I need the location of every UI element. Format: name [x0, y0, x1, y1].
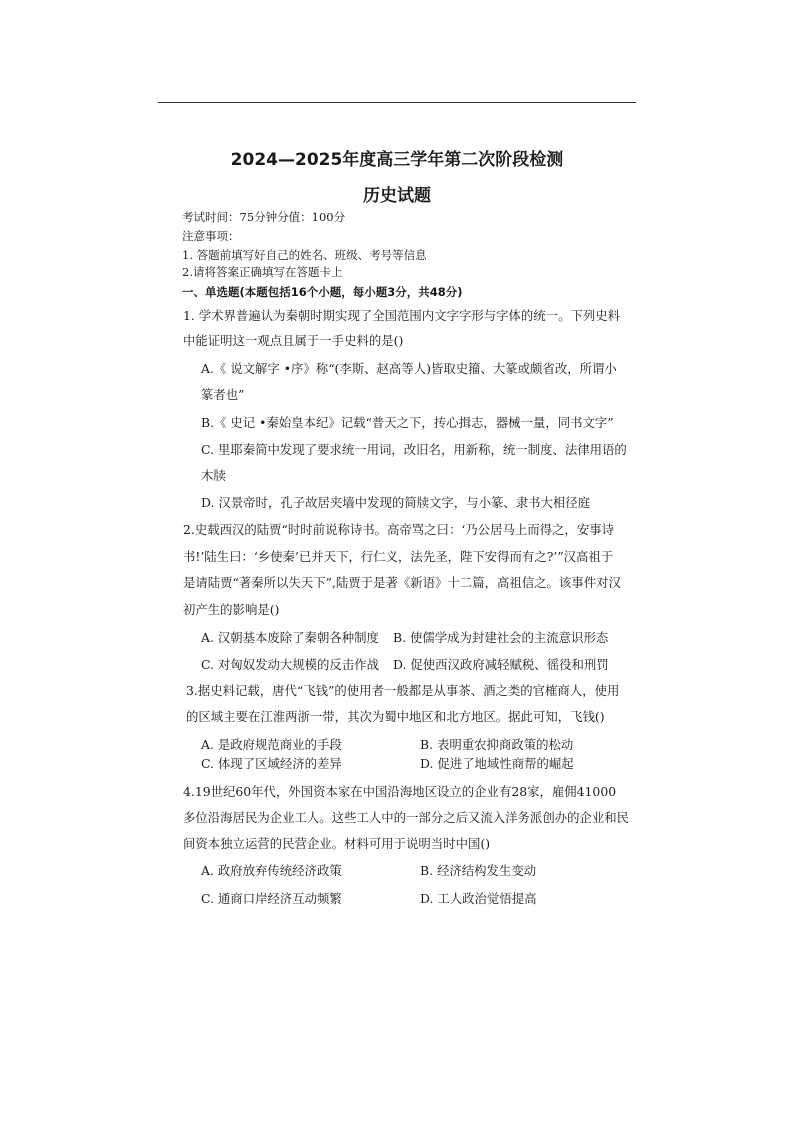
q1-option-c-cont: 木牍	[201, 468, 226, 483]
header-rule	[158, 102, 636, 103]
exam-time: 考试时间：75分钟分值：100分	[182, 210, 346, 224]
q2-option-b: B. 使儒学成为封建社会的主流意识形态	[393, 630, 609, 645]
notes-label: 注意事项：	[182, 229, 240, 243]
q2-stem-line: 2.史载西汉的陆贾“时时前说称诗书。高帝骂之曰：‘乃公居马上而得之，安事诗	[183, 522, 614, 537]
note-2: 2.请将答案正确填写在答题卡上	[182, 265, 343, 279]
exam-subtitle: 历史试题	[363, 186, 431, 206]
q1-option-a: A.《 说文解字 •序》称“(李斯、赵高等人)皆取史籀、大篆或颇省改，所谓小	[201, 361, 617, 376]
q4-option-c: C. 通商口岸经济互动频繁	[201, 891, 342, 906]
q1-option-c: C. 里耶秦简中发现了要求统一用词，改旧名，用新称，统一制度、法律用语的	[201, 442, 627, 457]
q3-option-a: A. 是政府规范商业的手段	[201, 737, 342, 752]
q2-stem-line: 书!’陆生曰：‘乡使秦’已并天下，行仁义，法先圣，陛下安得而有之?’”汉高祖于	[183, 549, 614, 564]
q4-stem-line: 间资本独立运营的民营企业。材料可用于说明当时中国()	[183, 836, 491, 851]
q2-option-c: C. 对匈奴发动大规模的反击作战	[201, 657, 379, 672]
q4-option-b: B. 经济结构发生变动	[420, 863, 537, 878]
q3-option-b: B. 表明重农抑商政策的松动	[420, 737, 574, 752]
q1-option-b: B.《 史记 •秦始皇本纪》记载“普天之下，抟心揖志，器械一量，同书文字”	[201, 415, 614, 430]
q2-option-d: D. 促使西汉政府减轻赋税、徭役和刑罚	[393, 657, 609, 672]
q4-option-a: A. 政府放弃传统经济政策	[201, 863, 342, 878]
q1-stem-line: 中能证明这一观点且属于一手史料的是()	[183, 333, 404, 348]
q3-stem-line: 的区域主要在江淮两浙一带，其次为蜀中地区和北方地区。据此可知，飞钱()	[186, 709, 605, 724]
q1-option-a-cont: 篆者也”	[201, 387, 245, 402]
exam-title: 2024—2025年度高三学年第二次阶段检测	[230, 150, 564, 170]
q2-stem-line: 初产生的影响是()	[183, 602, 280, 617]
q1-option-d: D. 汉景帝时，孔子故居夹墙中发现的简牍文字，与小篆、隶书大相径庭	[201, 495, 591, 510]
q3-option-d: D. 促进了地域性商帮的崛起	[420, 756, 574, 771]
note-1: 1. 答题前填写好自己的姓名、班级、考号等信息	[182, 248, 427, 262]
q3-option-c: C. 体现了区域经济的差异	[201, 756, 342, 771]
section-title: 一、单选题(本题包括16个小题，每小题3分，共48分)	[182, 285, 463, 299]
q3-stem-line: 3.据史料记载，唐代“飞钱”的使用者一般都是从事茶、酒之类的官榷商人，使用	[186, 683, 620, 698]
q4-stem-line: 4.19世纪60年代，外国资本家在中国沿海地区设立的企业有28家，雇佣41000	[183, 784, 617, 799]
q2-stem-line: 是请陆贾“著秦所以失天下”,陆贾于是著《新语》十二篇，高祖信之。该事件对汉	[183, 575, 621, 590]
q4-option-d: D. 工人政治觉悟提高	[420, 891, 537, 906]
q4-stem-line: 多位沿海居民为企业工人。这些工人中的一部分之后又流入洋务派创办的企业和民	[183, 810, 630, 825]
q2-option-a: A. 汉朝基本废除了秦朝各种制度	[201, 630, 379, 645]
q1-stem-line: 1. 学术界普遍认为秦朝时期实现了全国范围内文字字形与字体的统一。下列史料	[183, 308, 621, 323]
